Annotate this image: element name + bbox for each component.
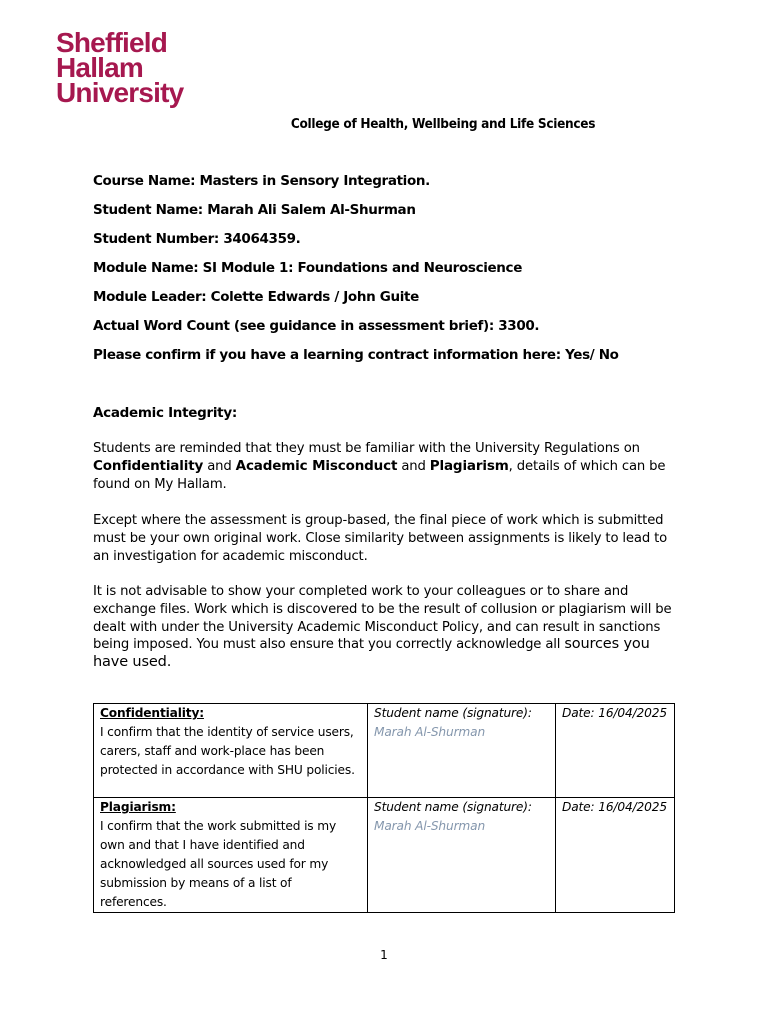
signature-value: Marah Al-Shurman: [374, 819, 486, 833]
p1-end: , details of which can be found on My Hallam.: [93, 458, 666, 492]
academic-integrity-heading: Academic Integrity:: [93, 405, 237, 421]
row-title: Plagiarism:: [100, 800, 176, 814]
plagiarism-cell: [94, 798, 368, 913]
p1-and-2: and: [397, 458, 430, 474]
date-value: Date: 16/04/2025: [562, 706, 667, 720]
row-title: Confidentiality:: [100, 706, 204, 720]
misconduct-term: Academic Misconduct: [235, 457, 398, 474]
p1-and-1: and: [203, 458, 236, 474]
logo-line-1: Sheffield: [56, 27, 168, 58]
row-text: I confirm that the identity of service users, carers, staff and work-place has been protected in accordance with SHU policies.: [100, 725, 355, 777]
college-title: College of Health, Wellbeing and Life Sciences: [290, 116, 596, 132]
regulations-paragraph: [93, 440, 683, 493]
student-number: Student Number: 34064359.: [93, 231, 301, 247]
word-count: Actual Word Count (see guidance in assessment brief): 3300.: [93, 318, 540, 334]
plagiarism-term: Plagiarism: [429, 457, 509, 474]
page-number: 1: [380, 948, 388, 962]
date-cell: [556, 798, 675, 913]
course-name: Course Name: Masters in Sensory Integration.: [93, 173, 430, 189]
row-text: I confirm that the work submitted is my own and that I have identified and acknowledged all sources used for my submission by means of a list of references.: [100, 819, 337, 909]
collusion-paragraph: [93, 583, 683, 672]
logo-line-2: Hallam: [56, 52, 144, 83]
module-name: Module Name: SI Module 1: Foundations and Neuroscience: [93, 260, 523, 276]
p1-start: Students are reminded that they must be familiar with the University Regulations on: [93, 441, 640, 456]
table-row: [94, 798, 675, 913]
signature-cell: [368, 704, 556, 798]
module-leader: Module Leader: Colette Edwards / John Guite: [93, 289, 419, 305]
signature-label: Student name (signature):: [374, 706, 532, 720]
signature-value: Marah Al-Shurman: [374, 725, 486, 739]
p3-tail: sources you have used.: [93, 636, 650, 671]
date-cell: [556, 704, 675, 798]
learning-contract: Please confirm if you have a learning contract information here: Yes/ No: [93, 347, 619, 363]
table-row: [94, 704, 675, 798]
declaration-table: [93, 703, 675, 913]
original-work-paragraph: Except where the assessment is group-based, the final piece of work which is submitted must be your own original work. Close similarity between assignments is likely to lead to an investigation for academic misconduct.: [93, 513, 668, 564]
signature-cell: [368, 798, 556, 913]
signature-label: Student name (signature):: [374, 800, 532, 814]
confidentiality-term: Confidentiality: [93, 457, 204, 474]
university-logo: [56, 27, 184, 108]
logo-line-3: University: [56, 77, 184, 108]
p3-main: It is not advisable to show your completed work to your colleagues or to share and exchange files. Work which is discovered to be the result of collusion or plagiarism will be dealt with under the University Academic Misconduct Policy, and can result in sanctions being imposed. You must also ensure that you correctly acknowledge all: [93, 584, 672, 653]
confidentiality-cell: [94, 704, 368, 798]
date-value: Date: 16/04/2025: [562, 800, 667, 814]
student-name: Student Name: Marah Ali Salem Al-Shurman: [93, 202, 416, 218]
